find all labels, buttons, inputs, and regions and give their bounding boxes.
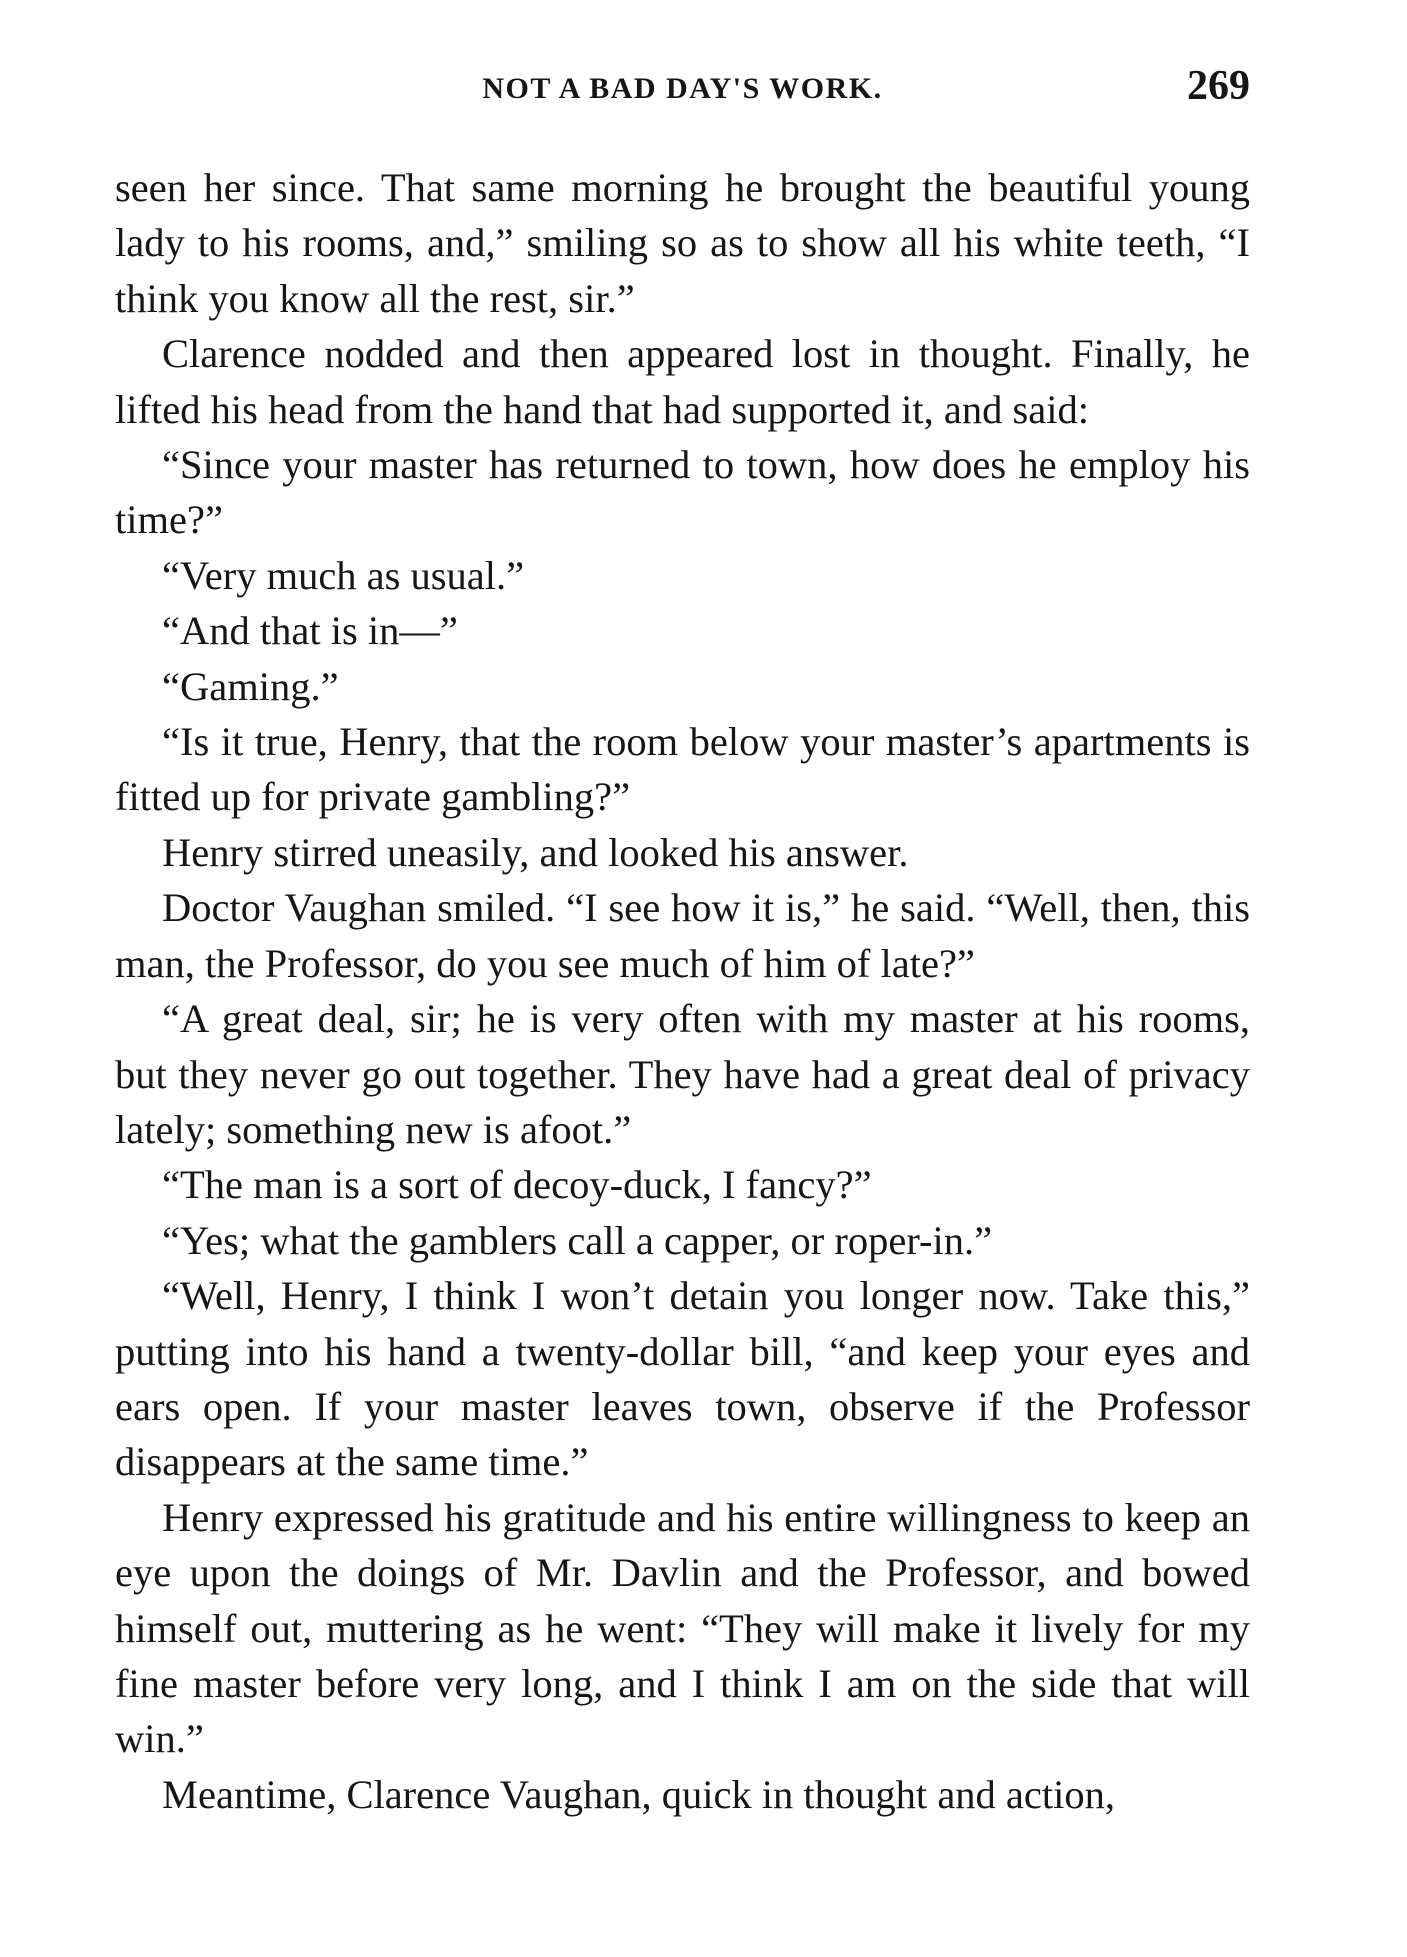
running-header [115, 62, 1250, 122]
body-text [115, 160, 1250, 1822]
page-number: 269 [1187, 63, 1250, 109]
paragraph: “Very much as usual.” [162, 552, 525, 598]
paragraph: Clarence nodded and then appeared lost in thought. Finally, he lifted his head from the hand that had supported it, and said: [115, 331, 1250, 432]
paragraph: seen her since. That same morning he brought the beautiful young lady to his rooms, and,” smiling so as to show all his white teeth, “I think you know all the rest, sir.” [115, 165, 1250, 321]
paragraph: “Well, Henry, I think I won’t detain you longer now. Take this,” putting into his hand a twenty-dollar bill, “and keep your eyes and ears open. If your master leaves town, observe if the Professor disappears at the same time.” [115, 1273, 1250, 1485]
chapter-title: NOT A BAD DAY'S WORK. [482, 72, 883, 105]
paragraph: Doctor Vaughan smiled. “I see how it is,” he said. “Well, then, this man, the Professor, do you see much of him of late?” [115, 885, 1250, 986]
paragraph: “Since your master has returned to town, how does he employ his time?” [115, 442, 1250, 543]
paragraph: Meantime, Clarence Vaughan, quick in thought and action, [162, 1771, 1115, 1817]
paragraph: Henry expressed his gratitude and his entire willingness to keep an eye upon the doings of Mr. Davlin and the Professor, and bowed himself out, muttering as he went: “They will make it lively for my fine master before very long, and I think I am on the side that will win.” [115, 1494, 1250, 1762]
paragraph: “A great deal, sir; he is very often with my master at his rooms, but they never go out together. They have had a great deal of privacy lately; something new is afoot.” [115, 996, 1250, 1152]
paragraph: Henry stirred uneasily, and looked his answer. [162, 829, 909, 875]
paragraph: “Is it true, Henry, that the room below your master’s apartments is fitted up for private gambling?” [115, 719, 1250, 820]
paragraph: “The man is a sort of decoy-duck, I fancy?” [162, 1162, 872, 1208]
paragraph: “Gaming.” [162, 663, 339, 709]
paragraph: “Yes; what the gamblers call a capper, or roper-in.” [162, 1217, 993, 1263]
paragraph: “And that is in—” [162, 608, 458, 654]
